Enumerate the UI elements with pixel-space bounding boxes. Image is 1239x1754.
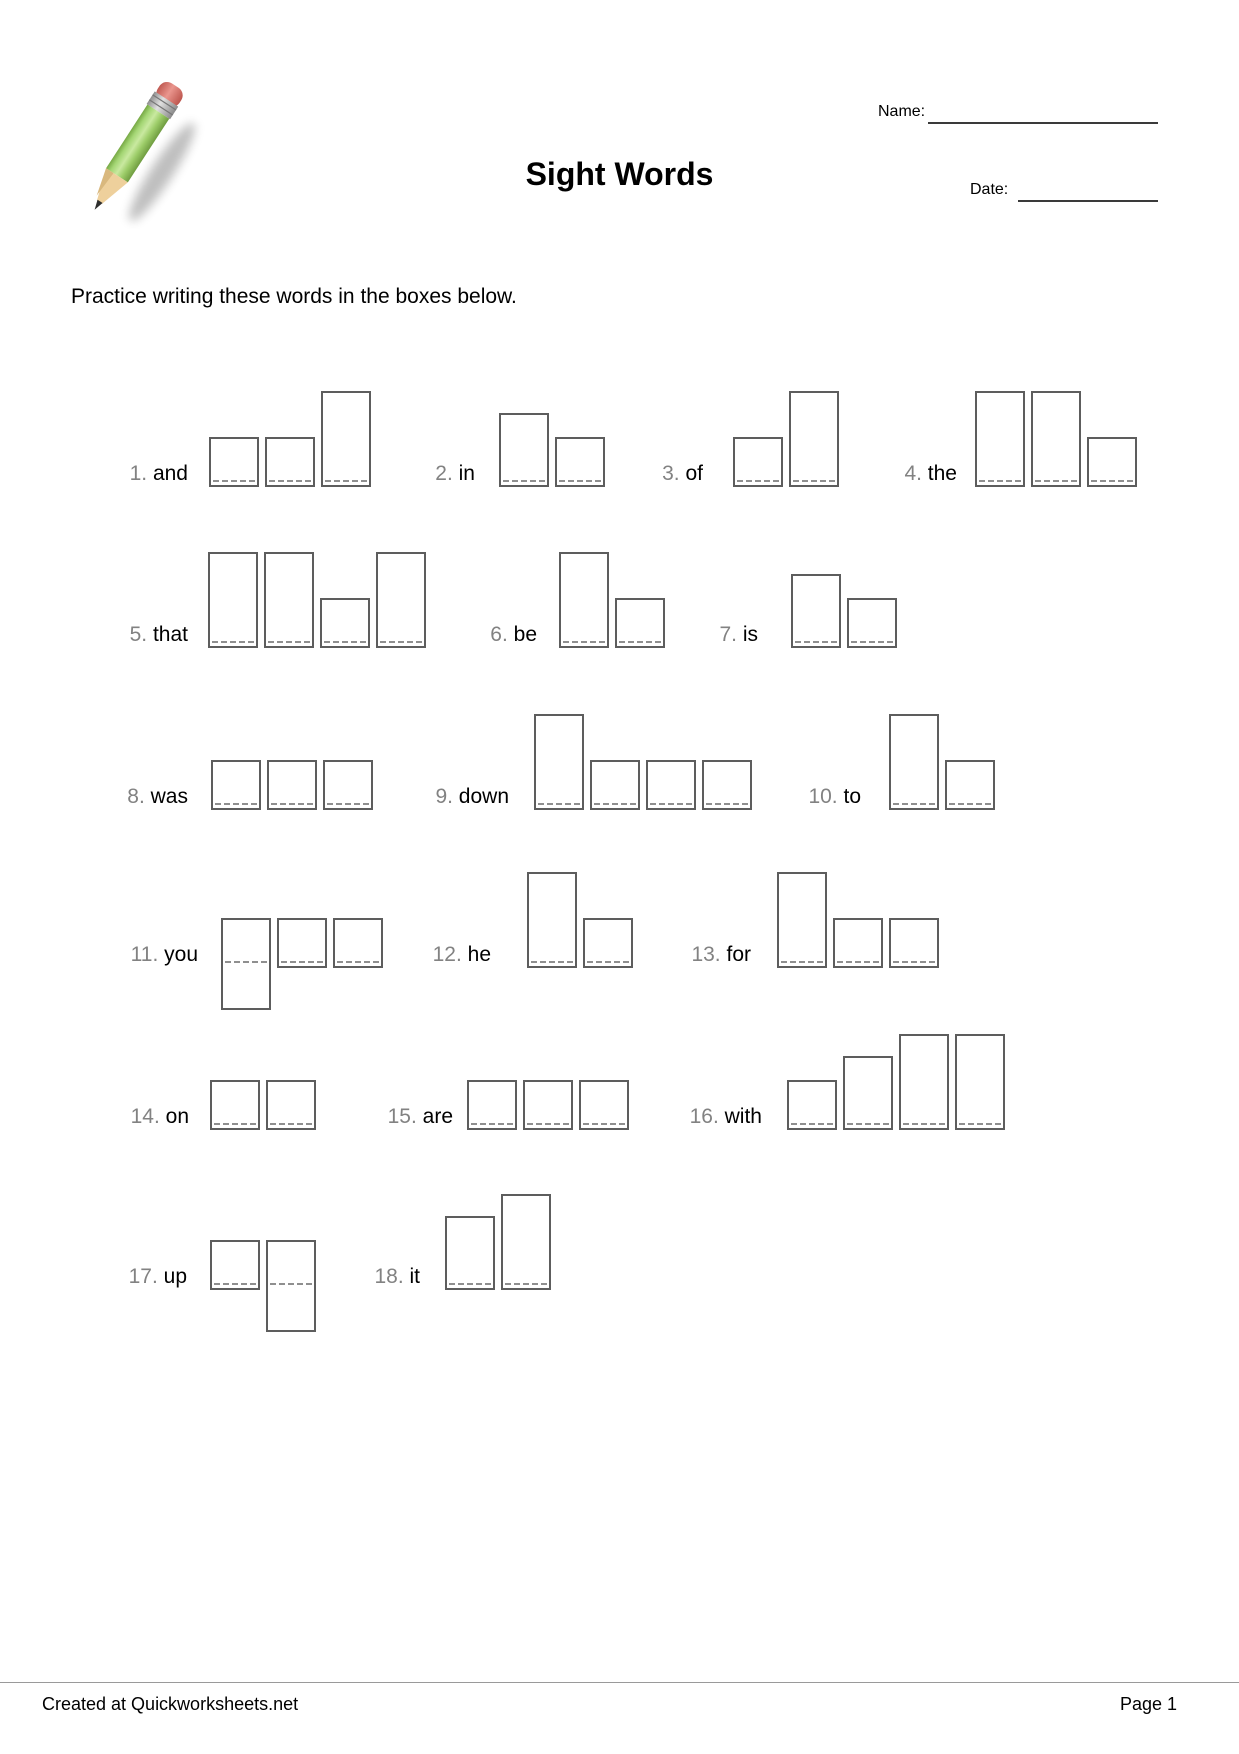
word-text: down [458,785,509,808]
word-text: to [843,785,861,808]
word-text: that [152,623,188,646]
writing-box-is-2[interactable] [847,598,897,648]
baseline-dash [959,1123,1001,1125]
baseline-dash [979,480,1021,482]
baseline-dash [837,961,879,963]
word-text: and [152,462,188,485]
word-number: 13. [691,943,727,966]
word-number: 1. [129,462,153,485]
word-number: 11. [130,943,165,966]
word-number: 3. [662,462,686,485]
writing-box-the-2[interactable] [1031,391,1081,487]
name-line[interactable] [928,104,1158,124]
pencil-logo [66,64,216,229]
word-text: the [927,462,957,485]
word-number: 18. [374,1265,410,1288]
writing-box-with-3[interactable] [899,1034,949,1130]
word-number: 8. [127,785,151,808]
pencil-icon [66,64,216,229]
writing-box-with-2[interactable] [843,1056,893,1130]
word-number: 2. [435,462,459,485]
writing-box-to-2[interactable] [945,760,995,810]
word-number: 15. [387,1105,423,1128]
writing-box-for-3[interactable] [889,918,939,968]
word-number: 14. [130,1105,166,1128]
footer-credit: Created at Quickworksheets.net [42,1694,299,1714]
baseline-dash [949,803,991,805]
word-text: was [150,785,188,808]
word-label-you [0,942,198,968]
baseline-dash [847,1123,889,1125]
page-number: Page 1 [1119,1694,1177,1714]
writing-box-the-3[interactable] [1087,437,1137,487]
writing-box-it-2[interactable] [501,1194,551,1290]
word-number: 10. [808,785,844,808]
word-number: 6. [490,623,514,646]
word-number: 12. [432,943,468,966]
word-label-with [442,1104,762,1130]
baseline-dash [1091,480,1133,482]
baseline-dash [781,961,823,963]
baseline-dash [851,641,893,643]
writing-box-it-1[interactable] [445,1216,495,1290]
word-label-is [438,622,758,648]
word-text: it [409,1265,420,1288]
word-label-that [0,622,188,648]
word-number: 9. [435,785,459,808]
writing-box-for-2[interactable] [833,918,883,968]
word-text: he [467,943,491,966]
word-text: is [742,623,758,646]
word-label-are [130,1104,453,1130]
word-text: be [513,623,537,646]
baseline-dash [903,1123,945,1125]
baseline-dash [1035,480,1077,482]
word-text: of [685,462,703,485]
baseline-dash [505,1283,547,1285]
word-text: on [165,1105,189,1128]
word-text: in [458,462,475,485]
word-text: with [724,1105,762,1128]
baseline-dash [893,961,935,963]
word-label-it [100,1264,420,1290]
date-line[interactable] [1018,182,1158,202]
word-label-down [189,784,509,810]
baseline-dash [795,641,837,643]
word-label-the [637,461,957,487]
word-label-to [541,784,861,810]
word-text: up [163,1265,187,1288]
writing-box-to-1[interactable] [889,714,939,810]
word-number: 16. [689,1105,725,1128]
word-label-for [431,942,751,968]
baseline-dash [449,1283,491,1285]
instruction-text: Practice writing these words in the boxes below. [71,285,517,308]
footer-divider [0,1682,1239,1683]
word-number: 7. [719,623,743,646]
writing-box-with-4[interactable] [955,1034,1005,1130]
name-label: Name: [878,103,926,120]
date-label: Date: [970,181,1009,198]
writing-box-is-1[interactable] [791,574,841,648]
writing-box-with-1[interactable] [787,1080,837,1130]
baseline-dash [893,803,935,805]
word-number: 4. [904,462,928,485]
baseline-dash [791,1123,833,1125]
word-text: are [422,1105,453,1128]
word-text: for [726,943,751,966]
word-number: 5. [129,623,153,646]
writing-box-the-1[interactable] [975,391,1025,487]
page-title: Sight Words [525,156,714,192]
writing-box-for-1[interactable] [777,872,827,968]
word-text: you [164,943,198,966]
word-label-was [0,784,188,810]
word-number: 17. [128,1265,164,1288]
